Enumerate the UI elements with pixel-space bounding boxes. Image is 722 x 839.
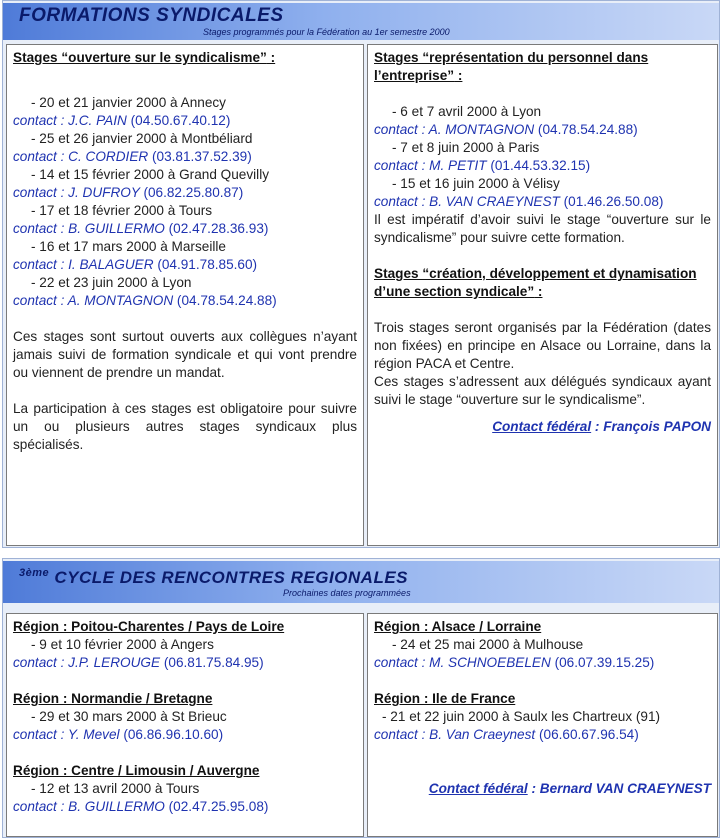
stage-contact: contact : B. GUILLERMO (02.47.28.36.93)	[13, 221, 269, 236]
region-contact: contact : B. Van Craeynest (06.60.67.96.54)	[374, 727, 639, 742]
list-item	[374, 103, 711, 139]
region-heading: Région : Ile de France	[374, 691, 516, 706]
list-item	[374, 175, 711, 211]
list-item	[13, 238, 357, 274]
stage-contact: contact : A. MONTAGNON (04.78.54.24.88)	[13, 293, 277, 308]
rencontres-subtitle: Prochaines dates programmées	[283, 588, 411, 598]
stage-contact: contact : I. BALAGUER (04.91.78.85.60)	[13, 257, 258, 272]
section-heading-ouverture: Stages “ouverture sur le syndicalisme” :	[13, 50, 276, 65]
section-heading-creation: Stages “création, développement et dynamisation d’une section syndicale” :	[374, 266, 697, 299]
region-contact: contact : B. GUILLERMO (02.47.25.95.08)	[13, 799, 269, 814]
stage-contact: contact : M. PETIT (01.44.53.32.15)	[374, 158, 591, 173]
stage-date: - 6 et 7 avril 2000 à Lyon	[392, 104, 542, 119]
paragraph-prerequisite: Il est impératif d’avoir suivi le stage “ouverture sur le syndicalisme” pour suivre cette formation.	[374, 212, 711, 245]
region-date: - 21 et 22 juin 2000 à Saulx les Chartreux (91)	[382, 709, 661, 724]
region-date: - 12 et 13 avril 2000 à Tours	[31, 781, 200, 796]
rencontres-title: $^{3ème}$ CYCLE DES RENCONTRES REGIONALES	[19, 567, 409, 587]
stage-date: - 7 et 8 juin 2000 à Paris	[392, 140, 540, 155]
paragraph-delegates: Ces stages s’adressent aux délégués syndicaux ayant suivi le stage “ouverture sur le syndicalisme”.	[374, 374, 711, 407]
region-block	[13, 690, 357, 744]
rencontres-left-column	[6, 613, 364, 837]
list-item	[13, 166, 357, 202]
formations-right-column	[367, 44, 718, 546]
region-block	[374, 618, 711, 672]
stage-contact: contact : J. DUFROY (06.82.25.80.87)	[13, 185, 244, 200]
federal-contact: Contact fédéral : François PAPON	[492, 419, 711, 434]
paragraph-audience: Ces stages sont surtout ouverts aux collègues n’ayant jamais suivi de formation syndicale et qui vont prendre ou viennent de prendre un mandat.	[13, 329, 357, 380]
region-heading: Région : Normandie / Bretagne	[13, 691, 213, 706]
region-block	[374, 690, 711, 744]
stage-date: - 14 et 15 février 2000 à Grand Quevilly	[31, 167, 270, 182]
stage-date: - 22 et 23 juin 2000 à Lyon	[31, 275, 192, 290]
rencontres-panel	[2, 558, 720, 838]
formations-subtitle: Stages programmés pour la Fédération au 1er semestre 2000	[203, 27, 450, 37]
region-heading: Région : Poitou-Charentes / Pays de Loire	[13, 619, 285, 634]
region-heading: Région : Alsace / Lorraine	[374, 619, 542, 634]
stage-contact: contact : J.C. PAIN (04.50.67.40.12)	[13, 113, 231, 128]
stage-date: - 15 et 16 juin 2000 à Vélisy	[392, 176, 560, 191]
list-item	[13, 202, 357, 238]
list-item	[13, 94, 357, 130]
rencontres-right-column	[367, 613, 718, 837]
federal-contact: Contact fédéral : Bernard VAN CRAEYNEST	[428, 781, 711, 796]
region-date: - 9 et 10 février 2000 à Angers	[31, 637, 214, 652]
region-contact: contact : Y. Mevel (06.86.96.10.60)	[13, 727, 224, 742]
stage-date: - 20 et 21 janvier 2000 à Annecy	[31, 95, 226, 110]
list-item	[13, 274, 357, 310]
list-item	[374, 139, 711, 175]
section-heading-representation: Stages “représentation du personnel dans l’entreprise” :	[374, 50, 649, 83]
region-contact: contact : M. SCHNOEBELEN (06.07.39.15.25)	[374, 655, 655, 670]
paragraph-three-stages: Trois stages seront organisés par la Fédération (dates non fixées) en principe en Alsace ou Lorraine, dans la région PACA et Centre.	[374, 320, 711, 371]
stage-contact: contact : C. CORDIER (03.81.37.52.39)	[13, 149, 252, 164]
region-date: - 29 et 30 mars 2000 à St Brieuc	[31, 709, 227, 724]
formations-title: FORMATIONS SYNDICALES	[19, 5, 284, 26]
stage-date: - 25 et 26 janvier 2000 à Montbéliard	[31, 131, 253, 146]
region-heading: Région : Centre / Limousin / Auvergne	[13, 763, 260, 778]
stage-contact: contact : A. MONTAGNON (04.78.54.24.88)	[374, 122, 638, 137]
stage-date: - 16 et 17 mars 2000 à Marseille	[31, 239, 226, 254]
list-item	[13, 130, 357, 166]
stage-contact: contact : B. VAN CRAEYNEST (01.46.26.50.08)	[374, 194, 664, 209]
region-block	[13, 762, 357, 816]
region-date: - 24 et 25 mai 2000 à Mulhouse	[392, 637, 584, 652]
region-contact: contact : J.P. LEROUGE (06.81.75.84.95)	[13, 655, 264, 670]
stage-date: - 17 et 18 février 2000 à Tours	[31, 203, 213, 218]
formations-left-column	[6, 44, 364, 546]
formations-panel	[2, 0, 720, 548]
region-block	[13, 618, 357, 672]
paragraph-obligation: La participation à ces stages est obligatoire pour suivre un ou plusieurs autres stages syndicaux plus spécialisés.	[13, 401, 357, 452]
